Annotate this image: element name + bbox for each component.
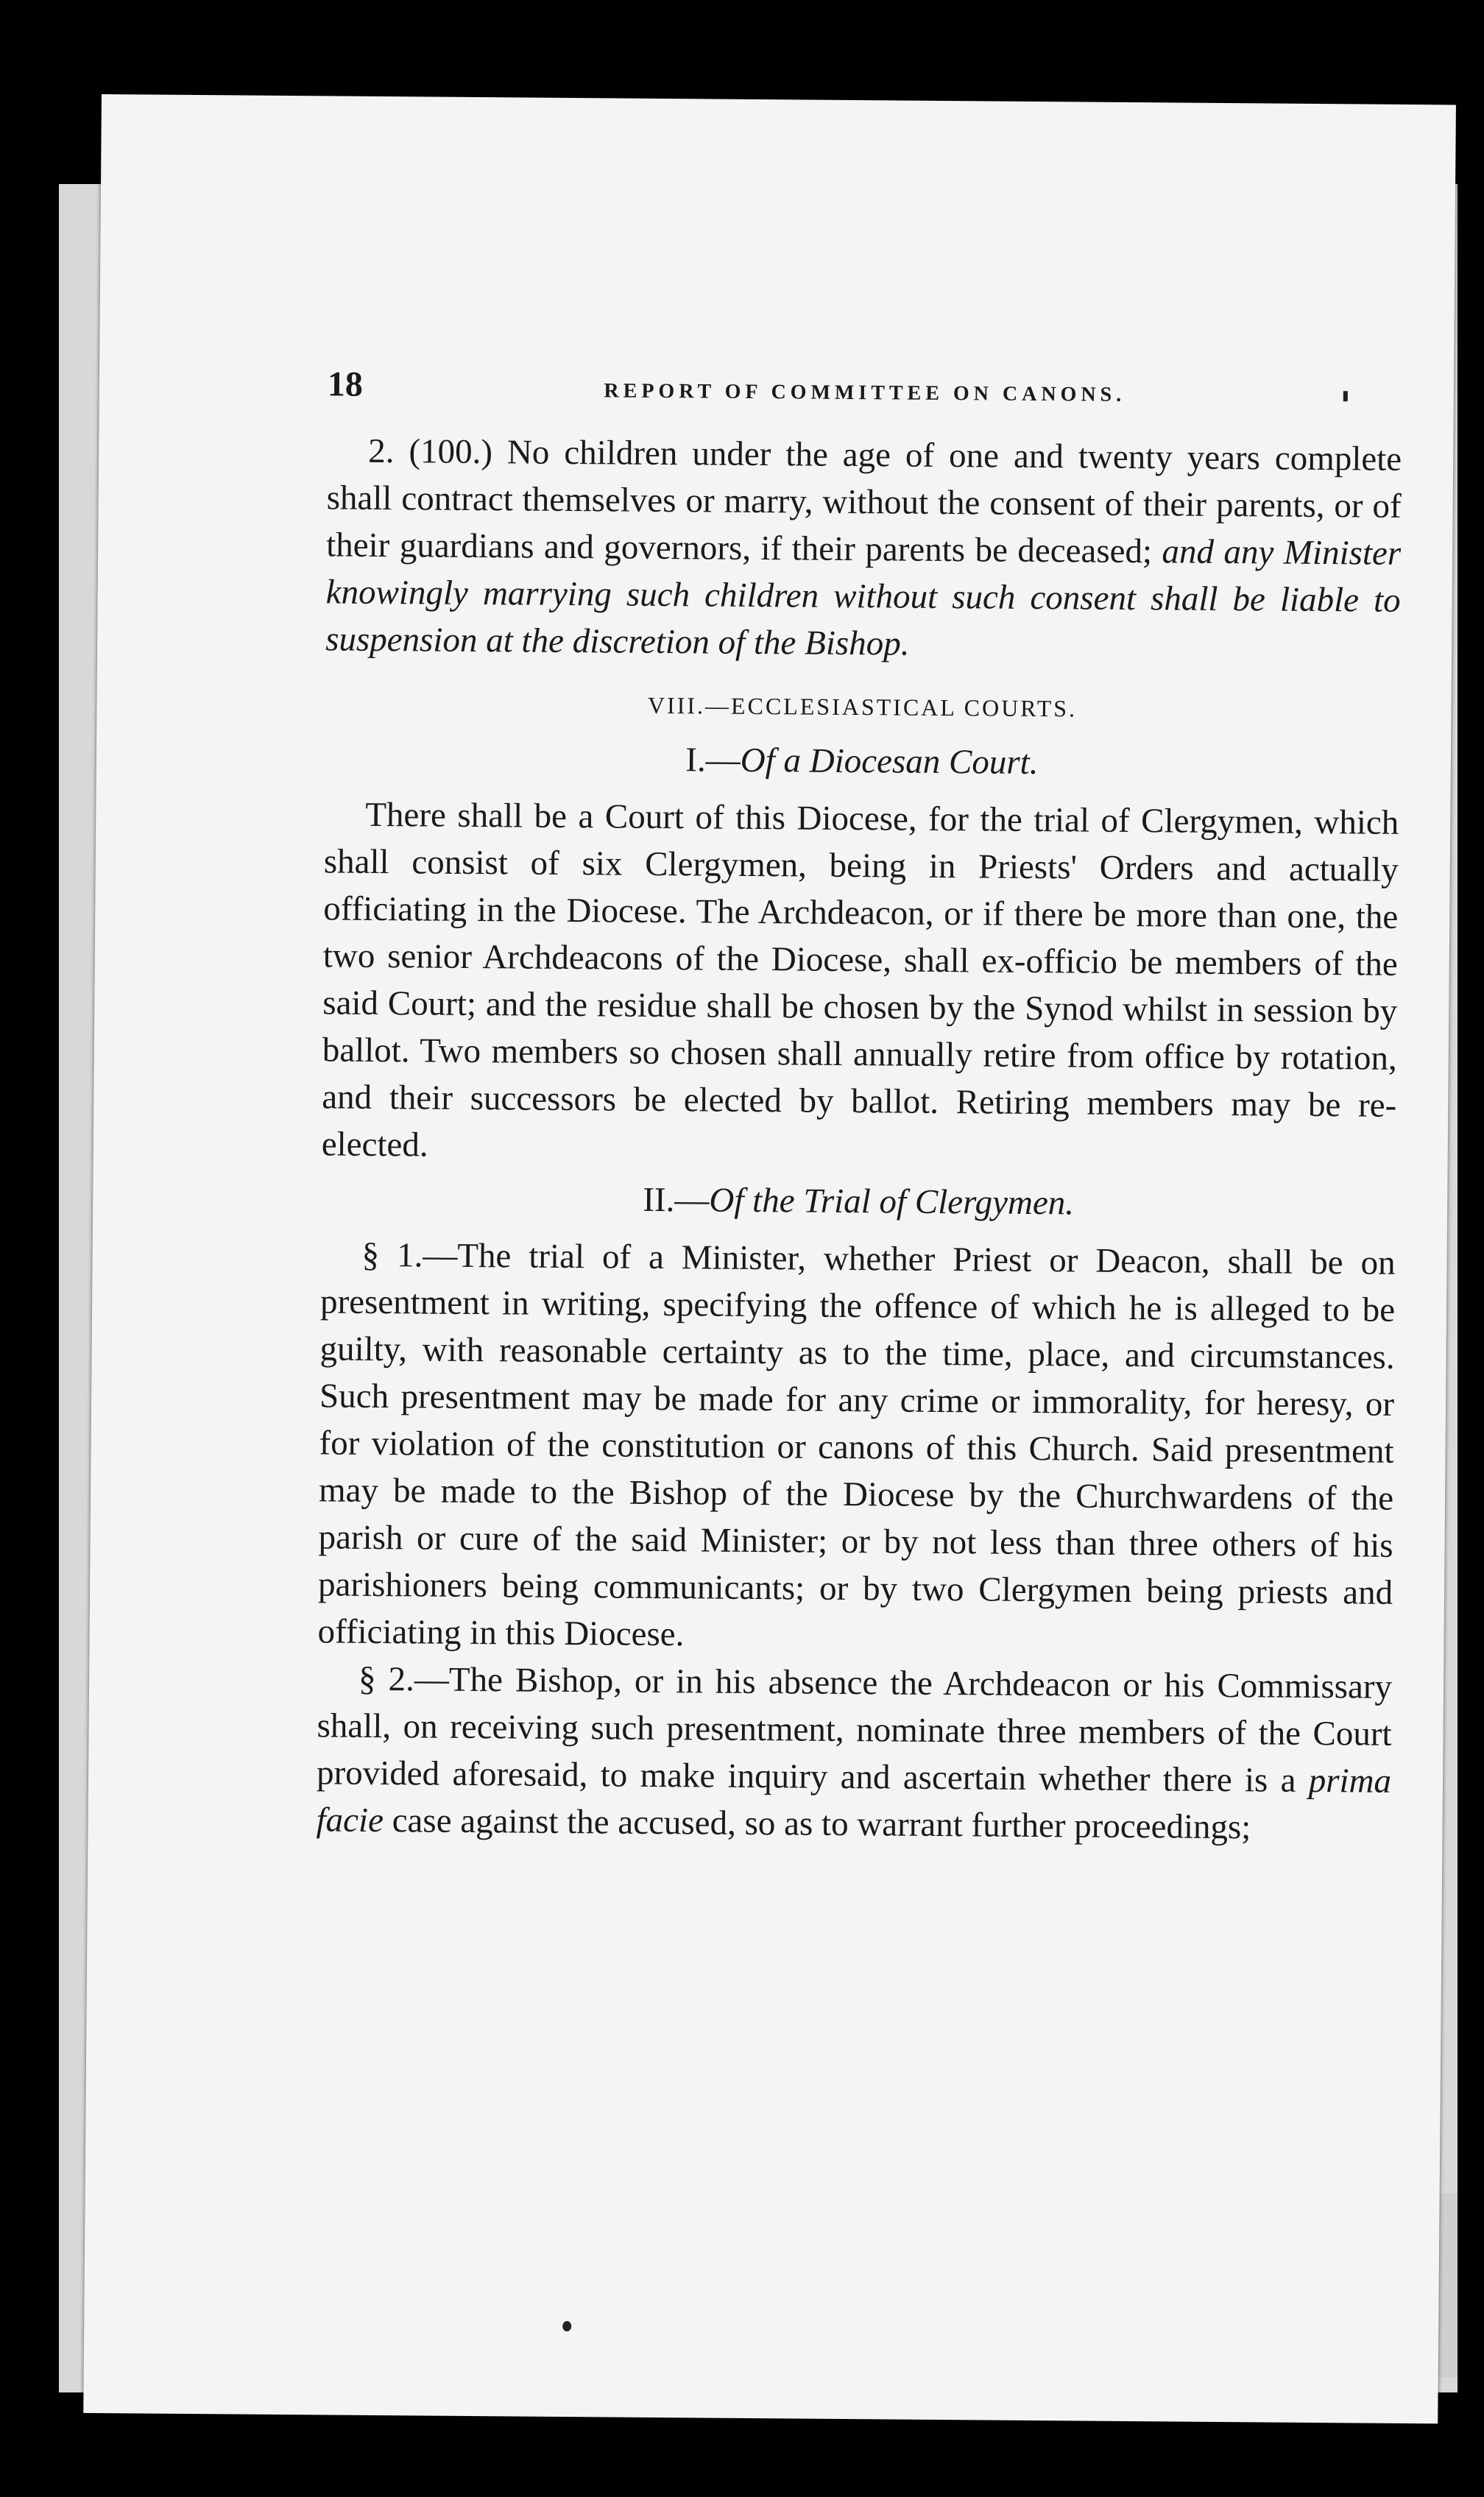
section-2-tail: case against the accused, so as to warrant further proceedings;: [392, 1801, 1251, 1847]
canon-100-italic: and any Minister knowingly marrying such children without such consent shall be liable to suspension at the discretion of the Bishop.: [325, 532, 1402, 663]
subsection-i-heading: Of a Diocesan Court.: [740, 741, 1039, 783]
ink-speck: [1343, 391, 1348, 401]
paragraph-section-1: § 1.—The trial of a Minister, whether Priest or Deacon, shall be on presentment in writing, specifying the offence of which he is alleged to be guilty, with reasonable certainty as to the time, place, and circumstances. Such presentment may be made for any crime or immorality, for heresy, or for violation of the constitution or canons of this Church. Said presentment may be made to the Bishop of the Diocese by the Churchwardens of the parish or cure of the said Minister; or by not less than three others of his parishioners being communicants; or by two Clergymen being priests and officiating in this Diocese.: [317, 1235, 1396, 1654]
subsection-title-ii: [321, 1173, 1396, 1229]
running-title: REPORT OF COMMITTEE ON CANONS.: [604, 379, 1126, 406]
section-title-viii: VIII.—ECCLESIASTICAL COURTS.: [647, 691, 1078, 722]
subsection-ii-heading: Of the Trial of Clergymen.: [709, 1181, 1075, 1223]
section-2-italic: prima facie: [316, 1761, 1392, 1840]
paragraph-diocesan-court: There shall be a Court of this Diocese, for the trial of Clergymen, which shall consist of six Clergymen, being in Priests' Orders and actually officiating in the Diocese. The Archdeacon, or if there be more than one, the two senior Archdeacons of the Diocese, shall ex-officio be members of the said Court; and the residue shall be chosen by the Synod whilst in session by ballot. Two members so chosen shall annually retire from office by rotation, and their successors be elected by ballot. Retiring members may be re-elected.: [321, 795, 1399, 1165]
section-2-text: § 2.—The Bishop, or in his absence the Archdeacon or his Commissary shall, on receiving such presentment, nominate three members of the Court provided aforesaid, to make inquiry and ascertain whether there is a: [316, 1659, 1393, 1800]
running-head: [327, 361, 1402, 435]
canon-100-text: 2. (100.) No children under the age of one and twenty years complete shall contract themselves or marry, without the consent of their parents, or of their guardians and governors, if their parents be deceased;: [325, 431, 1402, 571]
page-content: [316, 361, 1402, 1851]
subsection-i-numeral: I.—: [685, 741, 741, 780]
paragraph-canon-100: [325, 427, 1402, 671]
paragraph-section-2: [316, 1655, 1392, 1851]
ink-speck: [562, 2321, 571, 2331]
subsection-ii-numeral: II.—: [643, 1180, 710, 1220]
page-number: 18: [327, 364, 364, 404]
document-page: [83, 94, 1456, 2423]
subsection-title-i: [325, 733, 1399, 788]
